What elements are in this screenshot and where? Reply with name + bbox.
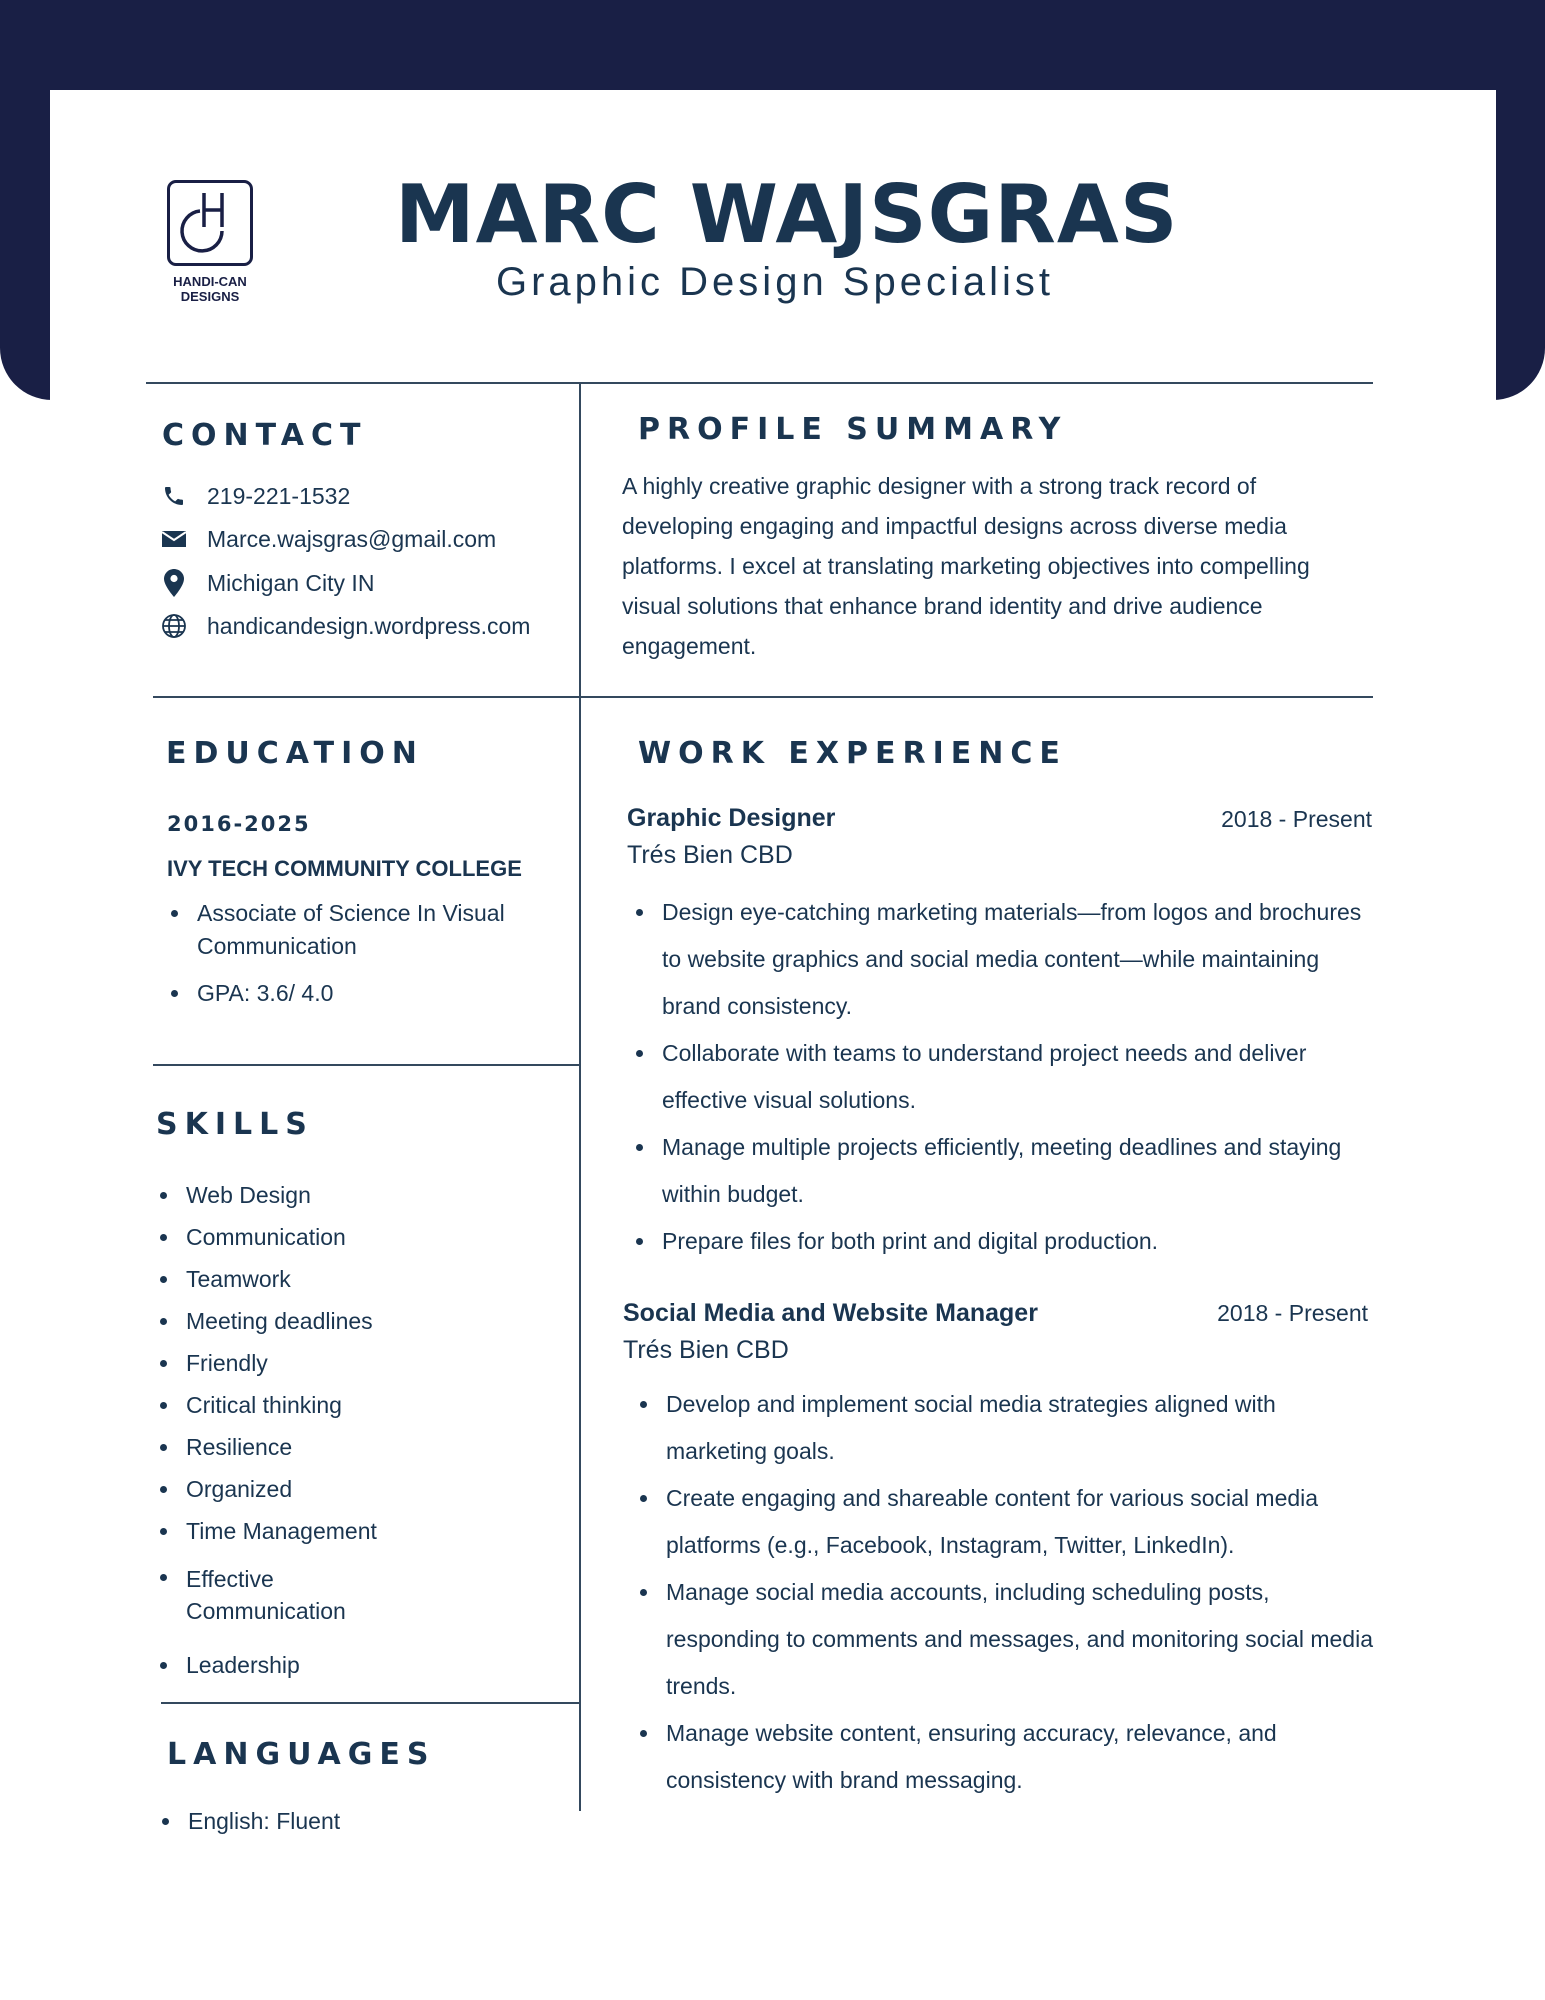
job-company: Trés Bien CBD [627, 841, 793, 869]
contact-website-text: handicandesign.wordpress.com [207, 612, 531, 639]
divider-skills-languages [161, 1702, 580, 1704]
divider-vertical [579, 383, 581, 1811]
logo-text-line1: HANDI-CAN [173, 274, 247, 289]
education-school: IVY TECH COMMUNITY COLLEGE [167, 856, 522, 881]
list-item: Manage multiple projects efficiently, meeting deadlines and staying within budget. [632, 1124, 1377, 1218]
job-date: 2018 - Present [1217, 1300, 1368, 1326]
contact-email [160, 523, 496, 555]
contact-location [160, 567, 374, 599]
list-item: Organized [156, 1475, 456, 1517]
languages-heading: LANGUAGES [167, 1737, 436, 1772]
list-item: Develop and implement social media strategies aligned with marketing goals. [636, 1381, 1376, 1475]
divider-middle [153, 696, 1373, 698]
skills-heading: SKILLS [156, 1107, 314, 1142]
job-title: Graphic Designer [627, 804, 836, 832]
contact-email-text: Marce.wajsgras@gmail.com [207, 525, 497, 552]
list-item: Leadership [156, 1651, 456, 1693]
list-item: Meeting deadlines [156, 1307, 456, 1349]
logo-text [164, 274, 256, 304]
education-list [167, 897, 567, 1024]
contact-phone-text: 219-221-1532 [207, 482, 351, 509]
divider-education-skills [153, 1064, 580, 1066]
list-item: Teamwork [156, 1265, 456, 1307]
list-item: Effective Communication [156, 1563, 356, 1651]
list-item: Create engaging and shareable content for various social media platforms (e.g., Facebook, Instagram, Twitter, LinkedIn). [636, 1475, 1376, 1569]
job-company: Trés Bien CBD [623, 1336, 789, 1364]
hc-monogram-logo-icon [167, 180, 253, 266]
list-item: Design eye-catching marketing materials—from logos and brochures to website graphics and social media content—while maintaining brand consistency. [632, 889, 1377, 1030]
list-item: Collaborate with teams to understand project needs and deliver effective visual solutions. [632, 1030, 1377, 1124]
profile-heading: PROFILE SUMMARY [638, 412, 1068, 447]
contact-location-text: Michigan City IN [207, 569, 375, 596]
job-date: 2018 - Present [1221, 806, 1372, 832]
list-item: Critical thinking [156, 1391, 456, 1433]
education-heading: EDUCATION [166, 736, 424, 771]
divider-top [146, 382, 1373, 384]
candidate-name: MARC WAJSGRAS [395, 168, 1179, 261]
list-item: Manage website content, ensuring accuracy, relevance, and consistency with brand messaging. [636, 1710, 1376, 1804]
list-item: Time Management [156, 1517, 456, 1563]
job-title: Social Media and Website Manager [623, 1299, 1038, 1327]
candidate-title: Graphic Design Specialist [496, 260, 1054, 304]
list-item: Resilience [156, 1433, 456, 1475]
list-item: Associate of Science In Visual Communication [167, 897, 567, 963]
languages-list [158, 1806, 458, 1836]
skills-list [156, 1181, 456, 1693]
list-item: Prepare files for both print and digital production. [632, 1218, 1377, 1265]
phone-icon [160, 482, 188, 510]
list-item: GPA: 3.6/ 4.0 [167, 977, 567, 1010]
contact-website [160, 610, 530, 642]
contact-phone [160, 480, 350, 512]
profile-summary-text: A highly creative graphic designer with a strong track record of developing engaging and impactful designs across diverse media platforms. I excel at translating marketing objectives into compelling visual solutions that enhance brand identity and drive audience engagement. [622, 473, 1310, 659]
education-years: 2016-2025 [167, 812, 311, 836]
job-bullets [632, 889, 1377, 1265]
globe-icon [160, 612, 188, 640]
list-item: Friendly [156, 1349, 456, 1391]
logo [167, 180, 259, 304]
list-item: Manage social media accounts, including scheduling posts, responding to comments and messages, and monitoring social media trends. [636, 1569, 1376, 1710]
contact-heading: CONTACT [162, 418, 368, 453]
list-item: Web Design [156, 1181, 456, 1223]
work-heading: WORK EXPERIENCE [638, 736, 1067, 771]
location-pin-icon [160, 569, 188, 597]
list-item: Communication [156, 1223, 456, 1265]
logo-text-line2: DESIGNS [180, 289, 240, 304]
list-item: English: Fluent [158, 1806, 458, 1836]
job-bullets [636, 1381, 1376, 1804]
envelope-icon [160, 525, 188, 553]
